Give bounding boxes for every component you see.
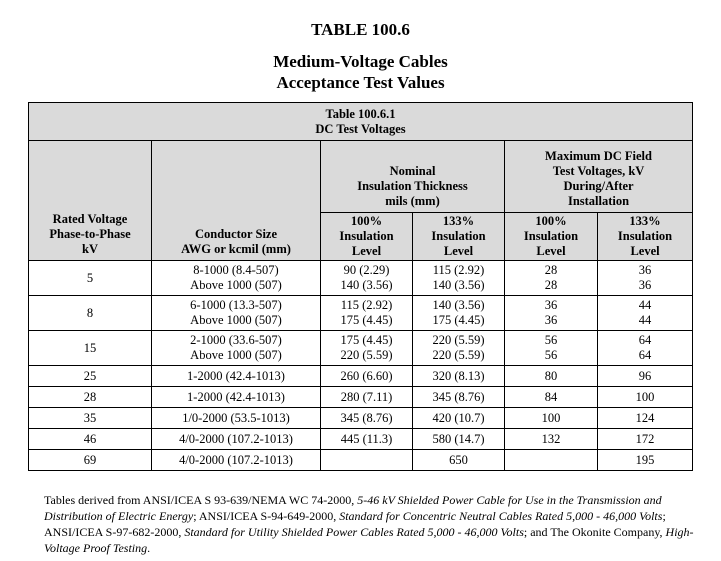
rated-voltage-cell: 46 (29, 429, 152, 450)
dc-133-header: 133% Insulation Level (598, 213, 693, 261)
source-footnote: Tables derived from ANSI/ICEA S 93-639/NEMA WC 74-2000, 5-46 kV Shielded Power Cable for Use in the Transmission and Distribution of Electric Energy; ANSI/ICEA S-94-649-2000, Standard for Concentric Neutral Cables Rated 5,000 - 46,000 Volts; ANSI/ICEA S-97-682-2000, Standard for Utility Shielded Power Cables Rated 5,000 - 46,000 Volts; and The Okonite Company, High-Voltage Proof Testing. (44, 493, 694, 555)
table-row (29, 450, 693, 471)
dc-voltage-100-cell: 28 28 (505, 261, 598, 296)
insulation-133-cell: 345 (8.76) (413, 387, 505, 408)
insulation-133-cell: 220 (5.59) 220 (5.59) (413, 331, 505, 366)
rated-voltage-cell: 8 (29, 296, 152, 331)
dc-voltage-100-cell: 36 36 (505, 296, 598, 331)
dc-voltage-100-cell: 56 56 (505, 331, 598, 366)
table-row (29, 261, 693, 296)
table-subtitle-1: Medium-Voltage Cables (273, 52, 448, 71)
dc-voltage-100-cell (505, 450, 598, 471)
table-row (29, 331, 693, 366)
conductor-size-cell: 1/0-2000 (53.5-1013) (152, 408, 321, 429)
ins-100-header: 100% Insulation Level (321, 213, 413, 261)
rated-voltage-cell: 25 (29, 366, 152, 387)
conductor-size-header: Conductor Size AWG or kcmil (mm) (152, 141, 321, 261)
dc-voltage-133-cell: 36 36 (598, 261, 693, 296)
conductor-size-cell: 4/0-2000 (107.2-1013) (152, 450, 321, 471)
insulation-100-cell: 260 (6.60) (321, 366, 413, 387)
insulation-133-cell: 115 (2.92) 140 (3.56) (413, 261, 505, 296)
dc-100-header: 100% Insulation Level (505, 213, 598, 261)
insulation-100-cell (321, 450, 413, 471)
conductor-size-cell: 2-1000 (33.6-507) Above 1000 (507) (152, 331, 321, 366)
nominal-insulation-header: Nominal Insulation Thickness mils (mm) (321, 141, 505, 213)
insulation-100-cell: 115 (2.92) 175 (4.45) (321, 296, 413, 331)
insulation-133-cell: 420 (10.7) (413, 408, 505, 429)
dc-voltage-133-cell: 195 (598, 450, 693, 471)
ins-133-header: 133% Insulation Level (413, 213, 505, 261)
insulation-133-cell: 140 (3.56) 175 (4.45) (413, 296, 505, 331)
dc-voltage-100-cell: 132 (505, 429, 598, 450)
insulation-133-cell: 320 (8.13) (413, 366, 505, 387)
insulation-100-cell: 280 (7.11) (321, 387, 413, 408)
dc-voltage-100-cell: 100 (505, 408, 598, 429)
dc-voltage-100-cell: 84 (505, 387, 598, 408)
conductor-size-cell: 6-1000 (13.3-507) Above 1000 (507) (152, 296, 321, 331)
rated-voltage-header: Rated Voltage Phase-to-Phase kV (29, 141, 152, 261)
table-subtitle-2: Acceptance Test Values (276, 73, 445, 92)
rated-voltage-cell: 5 (29, 261, 152, 296)
dc-voltage-133-cell: 44 44 (598, 296, 693, 331)
table-row (29, 408, 693, 429)
dc-voltage-100-cell: 80 (505, 366, 598, 387)
rated-voltage-cell: 15 (29, 331, 152, 366)
conductor-size-cell: 1-2000 (42.4-1013) (152, 387, 321, 408)
table-row (29, 429, 693, 450)
dc-voltage-133-cell: 100 (598, 387, 693, 408)
rated-voltage-cell: 28 (29, 387, 152, 408)
table-row (29, 366, 693, 387)
insulation-100-cell: 345 (8.76) (321, 408, 413, 429)
dc-voltage-133-cell: 124 (598, 408, 693, 429)
dc-test-voltages-table (28, 102, 693, 471)
insulation-100-cell: 175 (4.45) 220 (5.59) (321, 331, 413, 366)
table-caption: Table 100.6.1 DC Test Voltages (29, 103, 693, 141)
dc-voltage-133-cell: 64 64 (598, 331, 693, 366)
max-dc-field-header: Maximum DC Field Test Voltages, kV During/After Installation (505, 141, 693, 213)
rated-voltage-cell: 35 (29, 408, 152, 429)
conductor-size-cell: 1-2000 (42.4-1013) (152, 366, 321, 387)
dc-voltage-133-cell: 172 (598, 429, 693, 450)
rated-voltage-cell: 69 (29, 450, 152, 471)
dc-voltage-133-cell: 96 (598, 366, 693, 387)
conductor-size-cell: 8-1000 (8.4-507) Above 1000 (507) (152, 261, 321, 296)
insulation-133-cell: 580 (14.7) (413, 429, 505, 450)
table-title: TABLE 100.6 (311, 20, 410, 39)
conductor-size-cell: 4/0-2000 (107.2-1013) (152, 429, 321, 450)
insulation-100-cell: 445 (11.3) (321, 429, 413, 450)
insulation-100-cell: 90 (2.29) 140 (3.56) (321, 261, 413, 296)
table-row (29, 296, 693, 331)
insulation-133-cell: 650 (413, 450, 505, 471)
table-row (29, 387, 693, 408)
